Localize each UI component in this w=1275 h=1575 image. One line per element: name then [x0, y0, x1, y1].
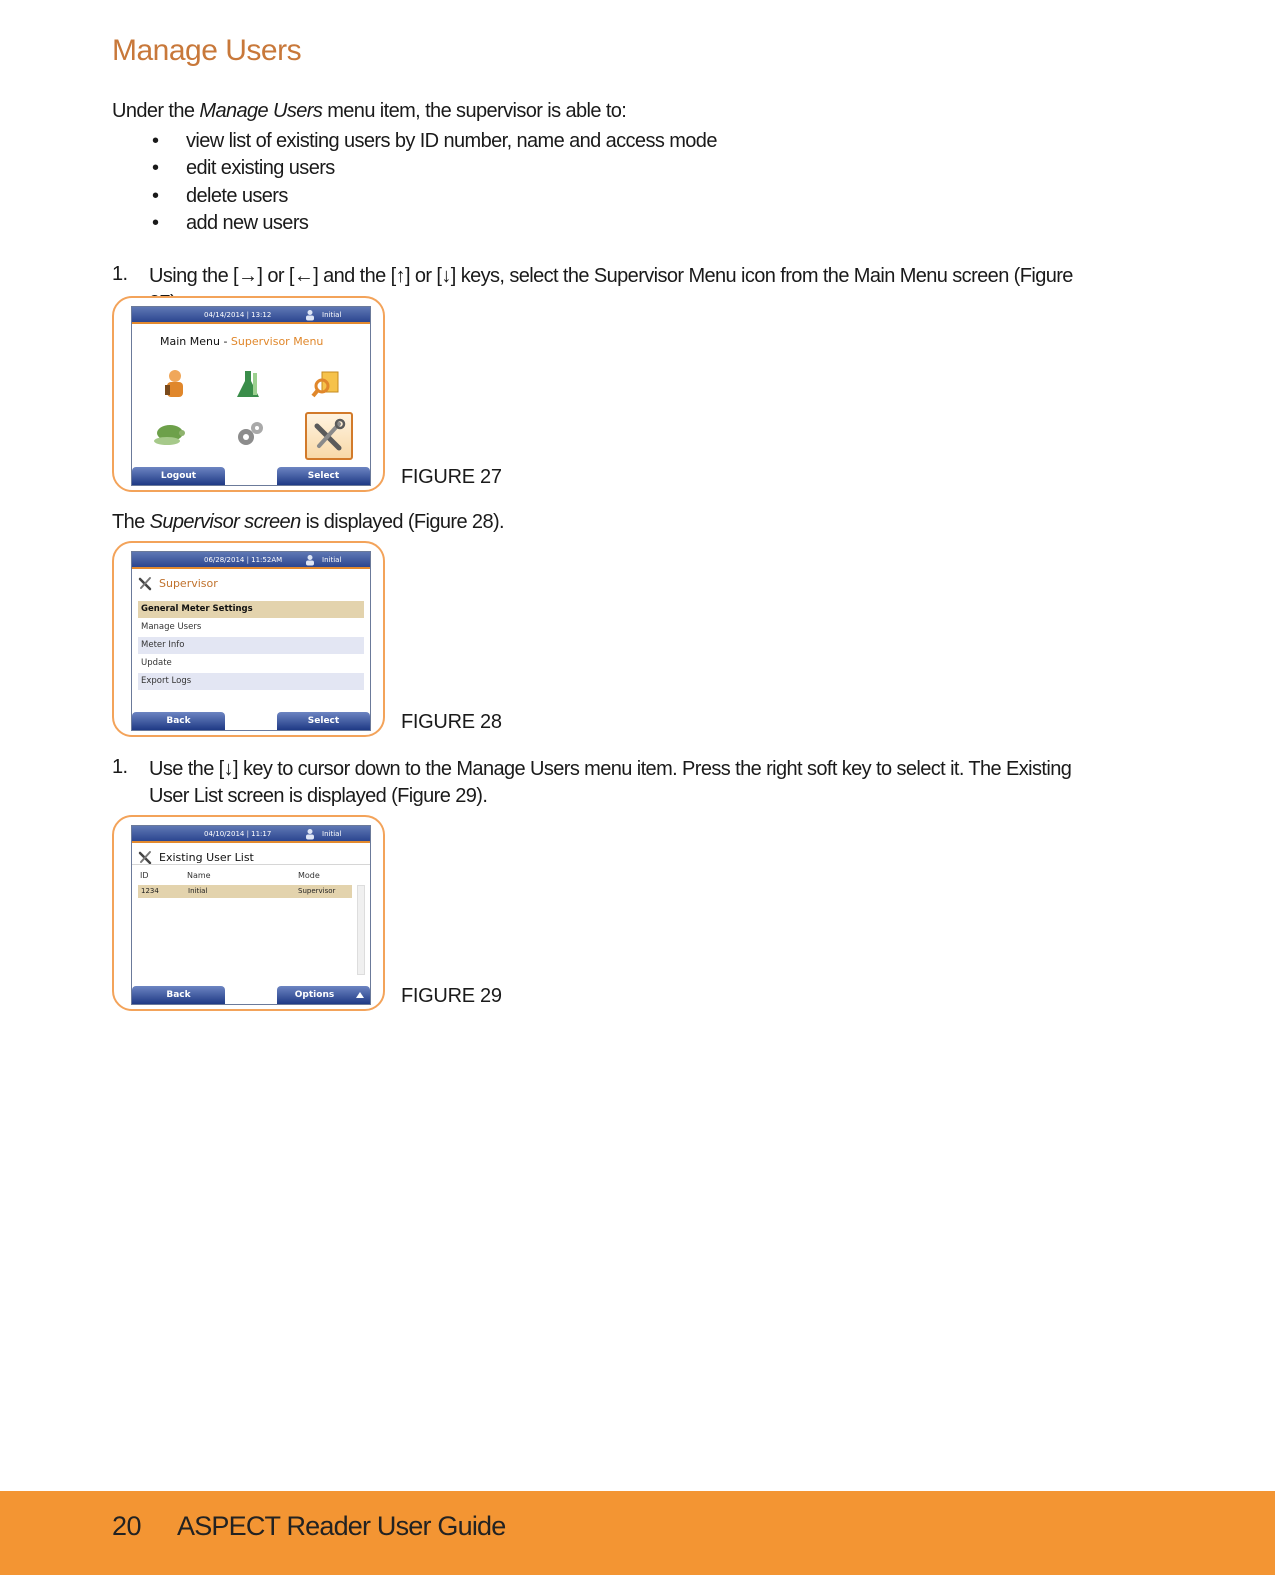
options-button[interactable]: Options — [277, 986, 370, 1004]
page-heading: Manage Users — [112, 34, 302, 67]
page-footer — [0, 1491, 1275, 1575]
status-bar — [132, 826, 370, 843]
supervisor-menu-selected[interactable] — [305, 412, 353, 460]
divider — [132, 864, 370, 865]
status-datetime: 04/10/2014 | 11:17 — [204, 830, 272, 838]
status-user: Initial — [322, 830, 342, 838]
supervisor-screen — [131, 551, 371, 731]
user-icon — [304, 309, 316, 321]
table-row[interactable]: 1234 Initial Supervisor — [138, 885, 352, 898]
menu-item-update[interactable]: Update — [141, 658, 172, 668]
list-item: • view list of existing users by ID number, name and access mode — [152, 130, 717, 152]
capabilities-list — [152, 128, 717, 237]
status-bar — [132, 307, 370, 324]
search-document-icon[interactable] — [310, 367, 344, 401]
figure-27-device — [112, 296, 385, 492]
tools-icon — [138, 576, 153, 591]
arrow-up-icon — [356, 992, 364, 998]
list-item: • delete users — [152, 184, 288, 207]
intro-paragraph: Under the Manage Users menu item, the supervisor is able to: — [112, 100, 627, 122]
select-button[interactable]: Select — [277, 712, 370, 730]
status-bar — [132, 552, 370, 569]
column-header-name: Name — [187, 871, 211, 880]
status-datetime: 06/28/2014 | 11:52AM — [204, 556, 283, 564]
status-user: Initial — [322, 311, 342, 319]
menu-item-general-meter-settings[interactable]: General Meter Settings — [138, 601, 364, 618]
back-button[interactable]: Back — [132, 986, 225, 1004]
supervisor-screen-note: The Supervisor screen is displayed (Figure 28). — [112, 511, 504, 533]
status-datetime: 04/14/2014 | 13:12 — [204, 311, 272, 319]
logout-button[interactable]: Logout — [132, 467, 225, 485]
gears-icon[interactable] — [233, 417, 267, 451]
flask-icon[interactable] — [233, 367, 267, 401]
table-header — [140, 871, 354, 883]
user-icon — [304, 828, 316, 840]
user-icon — [304, 554, 316, 566]
list-item: • edit existing users — [152, 157, 335, 180]
select-button[interactable]: Select — [277, 467, 370, 485]
step-2: 1. Use the [↓] key to cursor down to the Manage Users menu item. Press the right soft key to select it. The Existing User List screen is displayed (Figure 29). — [112, 756, 1072, 807]
screen-title: Supervisor — [138, 576, 218, 591]
screen-title: Existing User List — [138, 850, 254, 865]
back-button[interactable]: Back — [132, 712, 225, 730]
scrollbar[interactable] — [357, 885, 365, 975]
column-header-mode: Mode — [298, 871, 320, 880]
existing-user-list-screen — [131, 825, 371, 1005]
figure-29-caption: FIGURE 29 — [401, 985, 502, 1007]
figure-28-device — [112, 541, 385, 737]
screen-title: Main Menu - Supervisor Menu — [160, 335, 324, 348]
column-header-id: ID — [140, 871, 149, 880]
tools-icon — [307, 414, 351, 458]
tools-icon — [138, 850, 153, 865]
figure-29-device — [112, 815, 385, 1011]
sample-turtle-icon[interactable] — [152, 417, 186, 451]
menu-item-meter-info[interactable]: Meter Info — [138, 637, 364, 654]
step-1: 1. Using the [→] or [←] and the [↑] or [↓] keys, select the Supervisor Menu icon from the Main Menu screen (Figure — [112, 263, 1073, 287]
status-user: Initial — [322, 556, 342, 564]
figure-28-caption: FIGURE 28 — [401, 711, 502, 733]
page-number: 20 — [112, 1511, 142, 1541]
figure-27-caption: FIGURE 27 — [401, 466, 502, 488]
menu-item-manage-users[interactable]: Manage Users — [141, 622, 202, 632]
main-menu-screen — [131, 306, 371, 486]
list-item: • add new users — [152, 211, 309, 234]
guide-title: ASPECT Reader User Guide — [177, 1511, 506, 1541]
user-icon[interactable] — [157, 367, 191, 401]
menu-item-export-logs[interactable]: Export Logs — [138, 673, 364, 690]
